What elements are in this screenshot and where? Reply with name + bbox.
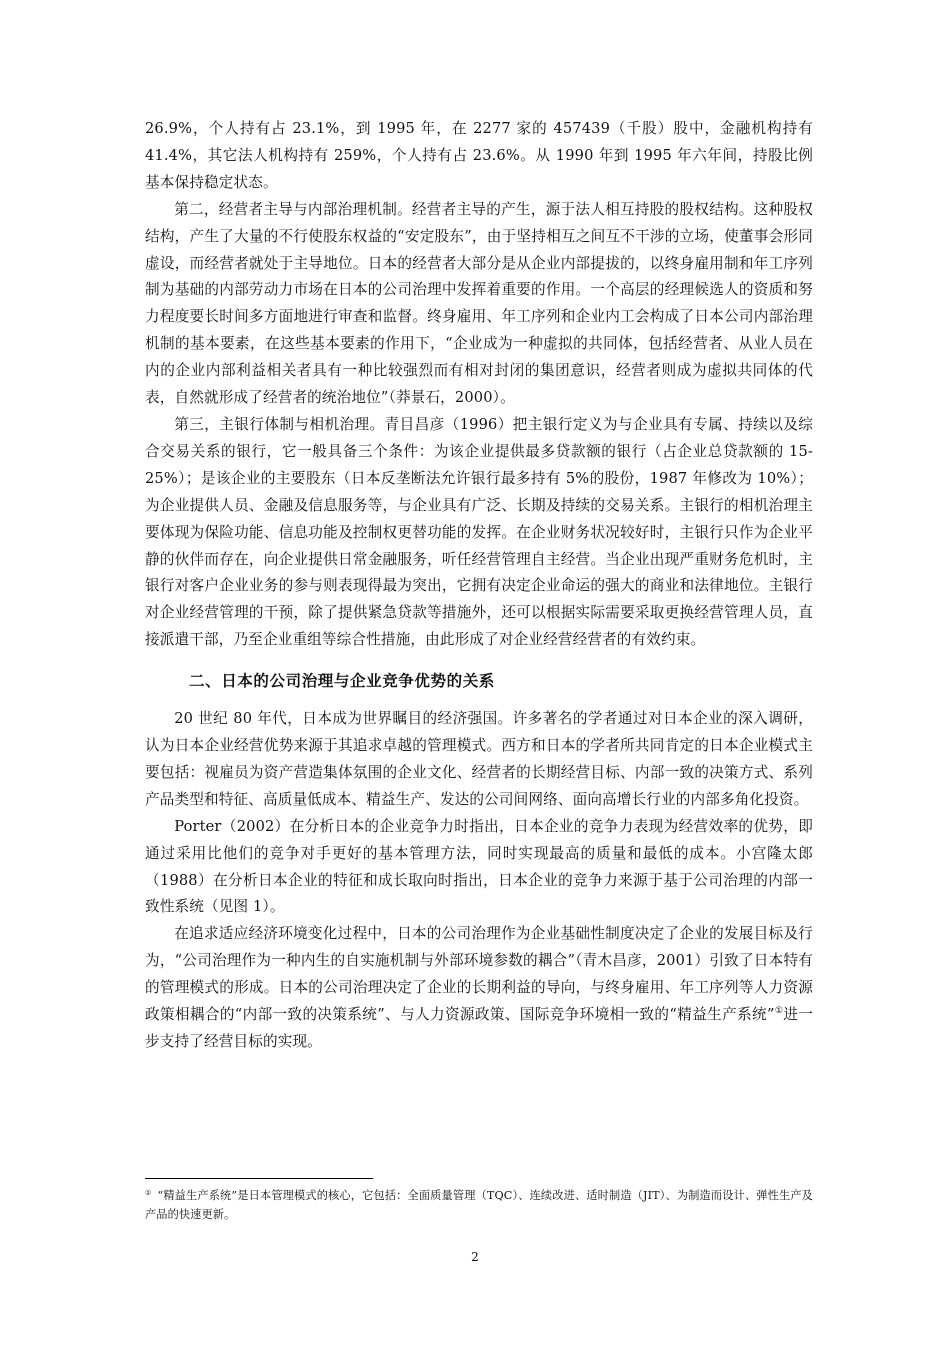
body-paragraph: 26.9%，个人持有占 23.1%，到 1995 年，在 2277 家的 457439（千股）股中，金融机构持有 41.4%，其它法人机构持有 259%，个人持有占 23.6%。从 1990 年到 1995 年六年间，持股比例基本保持稳定状态。 <box>145 120 813 191</box>
footnote-text: “精益生产系统”是日本管理模式的核心，它包括：全面质量管理（TQC）、连续改进、适时制造（JIT）、为制造而设计、弹性生产及产品的快速更新。 <box>145 1189 813 1221</box>
body-paragraph: 第三，主银行体制与相机治理。青目昌彦（1996）把主银行定义为与企业具有专属、持续以及综合交易关系的银行，它一般具备三个条件：为该企业提供最多贷款额的银行（占企业总贷款额的 15-25%）；是该企业的主要股东（日本反垄断法允许银行最多持有 5%的股份，1987 年修改为 10%）；为企业提供人员、金融及信息服务等，与企业具有广泛、长期及持续的交易关系。主银行的相机治理主要体现为保险功能、信息功能及控制权更替功能的发挥。在企业财务状况较好时，主银行只作为企业平静的伙伴而存在，向企业提供日常金融服务，听任经营管理自主经营。当企业出现严重财务危机时，主银行对客户企业业务的参与则表现得最为突出，它拥有决定企业命运的强大的商业和法律地位。主银行对企业经营管理的干预，除了提供紧急贷款等措施外，还可以根据实际需要采取更换经营管理人员，直接派遣干部，乃至企业重组等综合性措施，由此形成了对企业经营经营者的有效约束。 <box>145 415 813 649</box>
body-paragraph: 20 世纪 80 年代，日本成为世界瞩目的经济强国。许多著名的学者通过对日本企业的深入调研，认为日本企业经营优势来源于其追求卓越的管理模式。西方和日本的学者所共同肯定的日本企业模式主要包括：视雇员为资产营造集体氛围的企业文化、经营者的长期经营目标、内部一致的决策方式、系列产品类型和特征、高质量低成本、精益生产、发达的公司间网络、面向高增长行业的内部多角化投资。 <box>145 710 813 808</box>
footnote <box>145 1187 813 1224</box>
section-heading: 二、日本的公司治理与企业竞争优势的关系 <box>189 672 495 691</box>
paragraph-text: 在追求适应经济环境变化过程中，日本的公司治理作为企业基础性制度决定了企业的发展目标及行为，“公司治理作为一种内生的自实施机制与外部环境参数的耦合”（青木昌彦，2001）引致了日本特有的管理模式的形成。日本的公司治理决定了企业的长期利益的导向，与终身雇用、年工序列等人力资源政策相耦合的“内部一致的决策系统”、与人力资源政策、国际竞争环境相一致的“精益生产系统” <box>145 925 813 1024</box>
body-paragraph-with-footnote <box>145 921 813 1056</box>
footnote-reference[interactable]: ① <box>774 1006 784 1017</box>
body-paragraph: 第二，经营者主导与内部治理机制。经营者主导的产生，源于法人相互持股的股权结构。这种股权结构，产生了大量的不行使股东权益的“安定股东”，由于坚持相互之间互不干涉的立场，使董事会形同虚设，而经营者就处于主导地位。日本的经营者大部分是从企业内部提拔的，以终身雇用制和年工序列制为基础的内部劳动力市场在日本的公司治理中发挥着重要的作用。一个高层的经理候选人的资质和努力程度要长时间多方面地进行审查和监督。终身雇用、年工序列和企业内工会构成了日本公司内部治理机制的基本要素，在这些基本要素的作用下，“企业成为一种虚拟的共同体，包括经营者、从业人员在内的企业内部利益相关者具有一种比较强烈而有相对封闭的集团意识，经营者则成为虚拟共同体的代表，自然就形成了经营者的统治地位”（莽景石，2000）。 <box>145 200 813 407</box>
page-number: 2 <box>471 1250 479 1264</box>
body-paragraph: Porter（2002）在分析日本的企业竞争力时指出，日本企业的竞争力表现为经营效率的优势，即通过采用比他们的竞争对手更好的基本管理方法，同时实现最高的质量和最低的成本。小宫隆太郎（1988）在分析日本企业的特征和成长取向时指出，日本企业的竞争力来源于基于公司治理的内部一致性系统（见图 1）。 <box>145 817 813 916</box>
paragraph-text-continued: 进一步支持了经营目标的实现。 <box>145 1006 814 1050</box>
document-body <box>145 116 813 1056</box>
footnote-marker: ① <box>145 1189 152 1197</box>
footnote-divider <box>145 1178 373 1179</box>
